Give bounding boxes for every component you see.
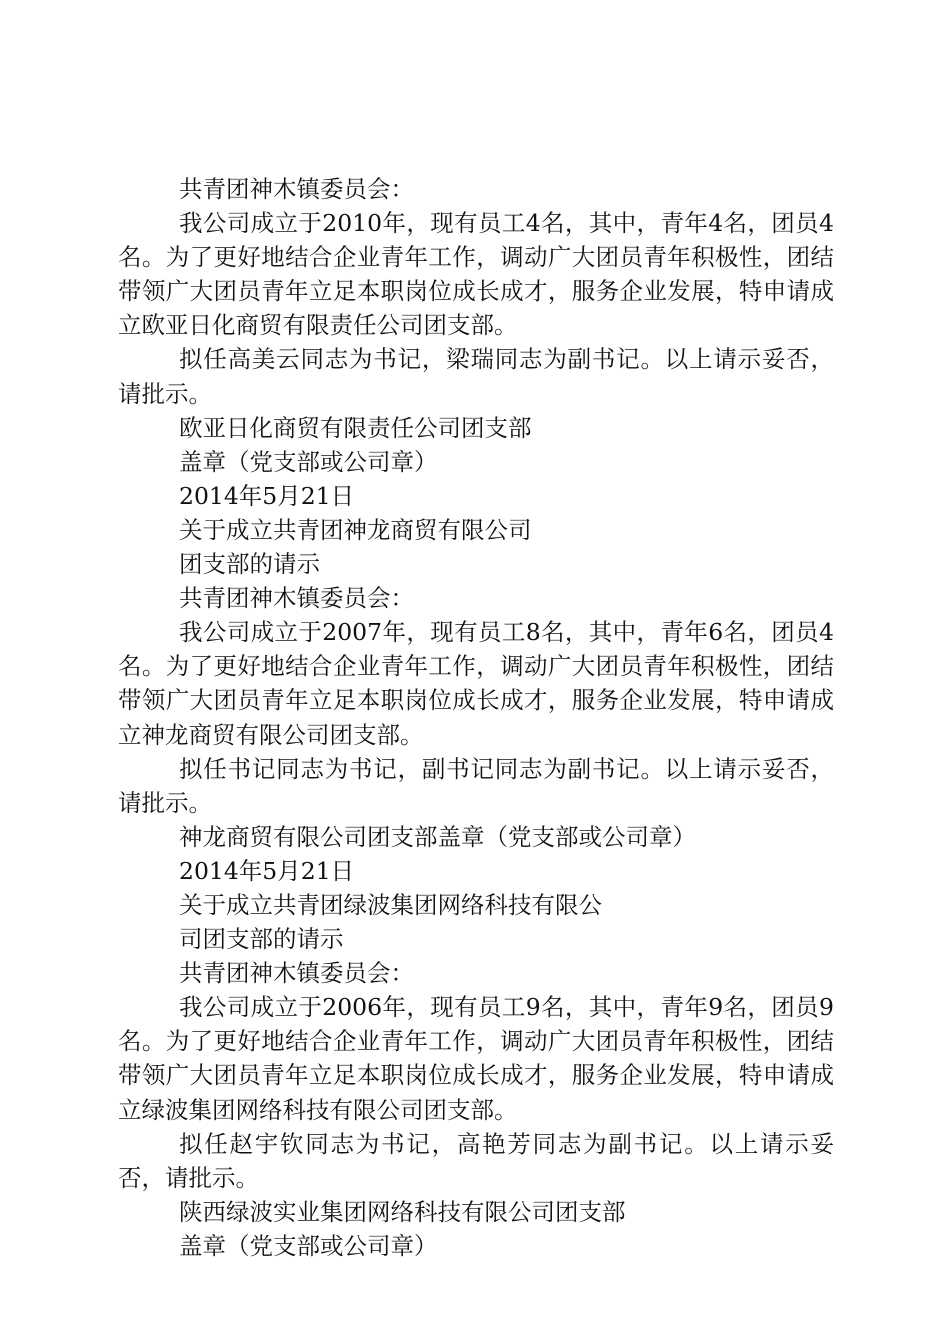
salutation: 共青团神木镇委员会： [179,959,414,988]
request-title-line-2: 司团支部的请示 [179,925,344,954]
seal-note: 盖章（党支部或公司章） [179,1231,438,1260]
salutation: 共青团神木镇委员会： [179,175,414,203]
appointment-paragraph: 拟任书记同志为书记，副书记同志为副书记。以上请示妥否，请批示。 [118,754,834,817]
salutation: 共青团神木镇委员会： [179,584,414,613]
request-title-line-1: 关于成立共青团神龙商贸有限公司 [179,515,532,544]
request-paragraph: 我公司成立于2006年，现有员工9名，其中，青年9名，团员9名。为了更好地结合企业青年工作，调动广大团员青年积极性，团结带领广大团员青年立足本职岗位成长成才，服务企业发展，特申请成立绿波集团网络科技有限公司团支部。 [118,993,834,1124]
request-paragraph: 我公司成立于2007年，现有员工8名，其中，青年6名，团员4名。为了更好地结合企业青年工作，调动广大团员青年积极性，团结带领广大团员青年立足本职岗位成长成才，服务企业发展，特申请成立神龙商贸有限公司团支部。 [118,618,834,749]
request-title-line-1: 关于成立共青团绿波集团网络科技有限公 [179,890,602,919]
organization-name: 陕西绿波实业集团网络科技有限公司团支部 [179,1197,626,1226]
request-title-line-2: 团支部的请示 [179,550,320,579]
organization-name: 欧亚日化商贸有限责任公司团支部 [179,413,532,442]
date-line: 2014年5月21日 [179,856,355,885]
appointment-paragraph: 拟任赵宇钦同志为书记，高艳芳同志为副书记。以上请示妥否，请批示。 [118,1129,834,1192]
seal-note: 盖章（党支部或公司章） [179,447,438,476]
appointment-paragraph: 拟任高美云同志为书记，梁瑞同志为副书记。以上请示妥否，请批示。 [118,345,834,408]
request-paragraph: 我公司成立于2010年，现有员工4名，其中，青年4名，团员4名。为了更好地结合企业青年工作，调动广大团员青年积极性，团结带领广大团员青年立足本职岗位成长成才，服务企业发展，特申请成立欧亚日化商贸有限责任公司团支部。 [118,209,834,340]
document-body [118,172,834,1263]
date-line: 2014年5月21日 [179,481,355,510]
organization-seal-line: 神龙商贸有限公司团支部盖章（党支部或公司章） [179,822,696,851]
